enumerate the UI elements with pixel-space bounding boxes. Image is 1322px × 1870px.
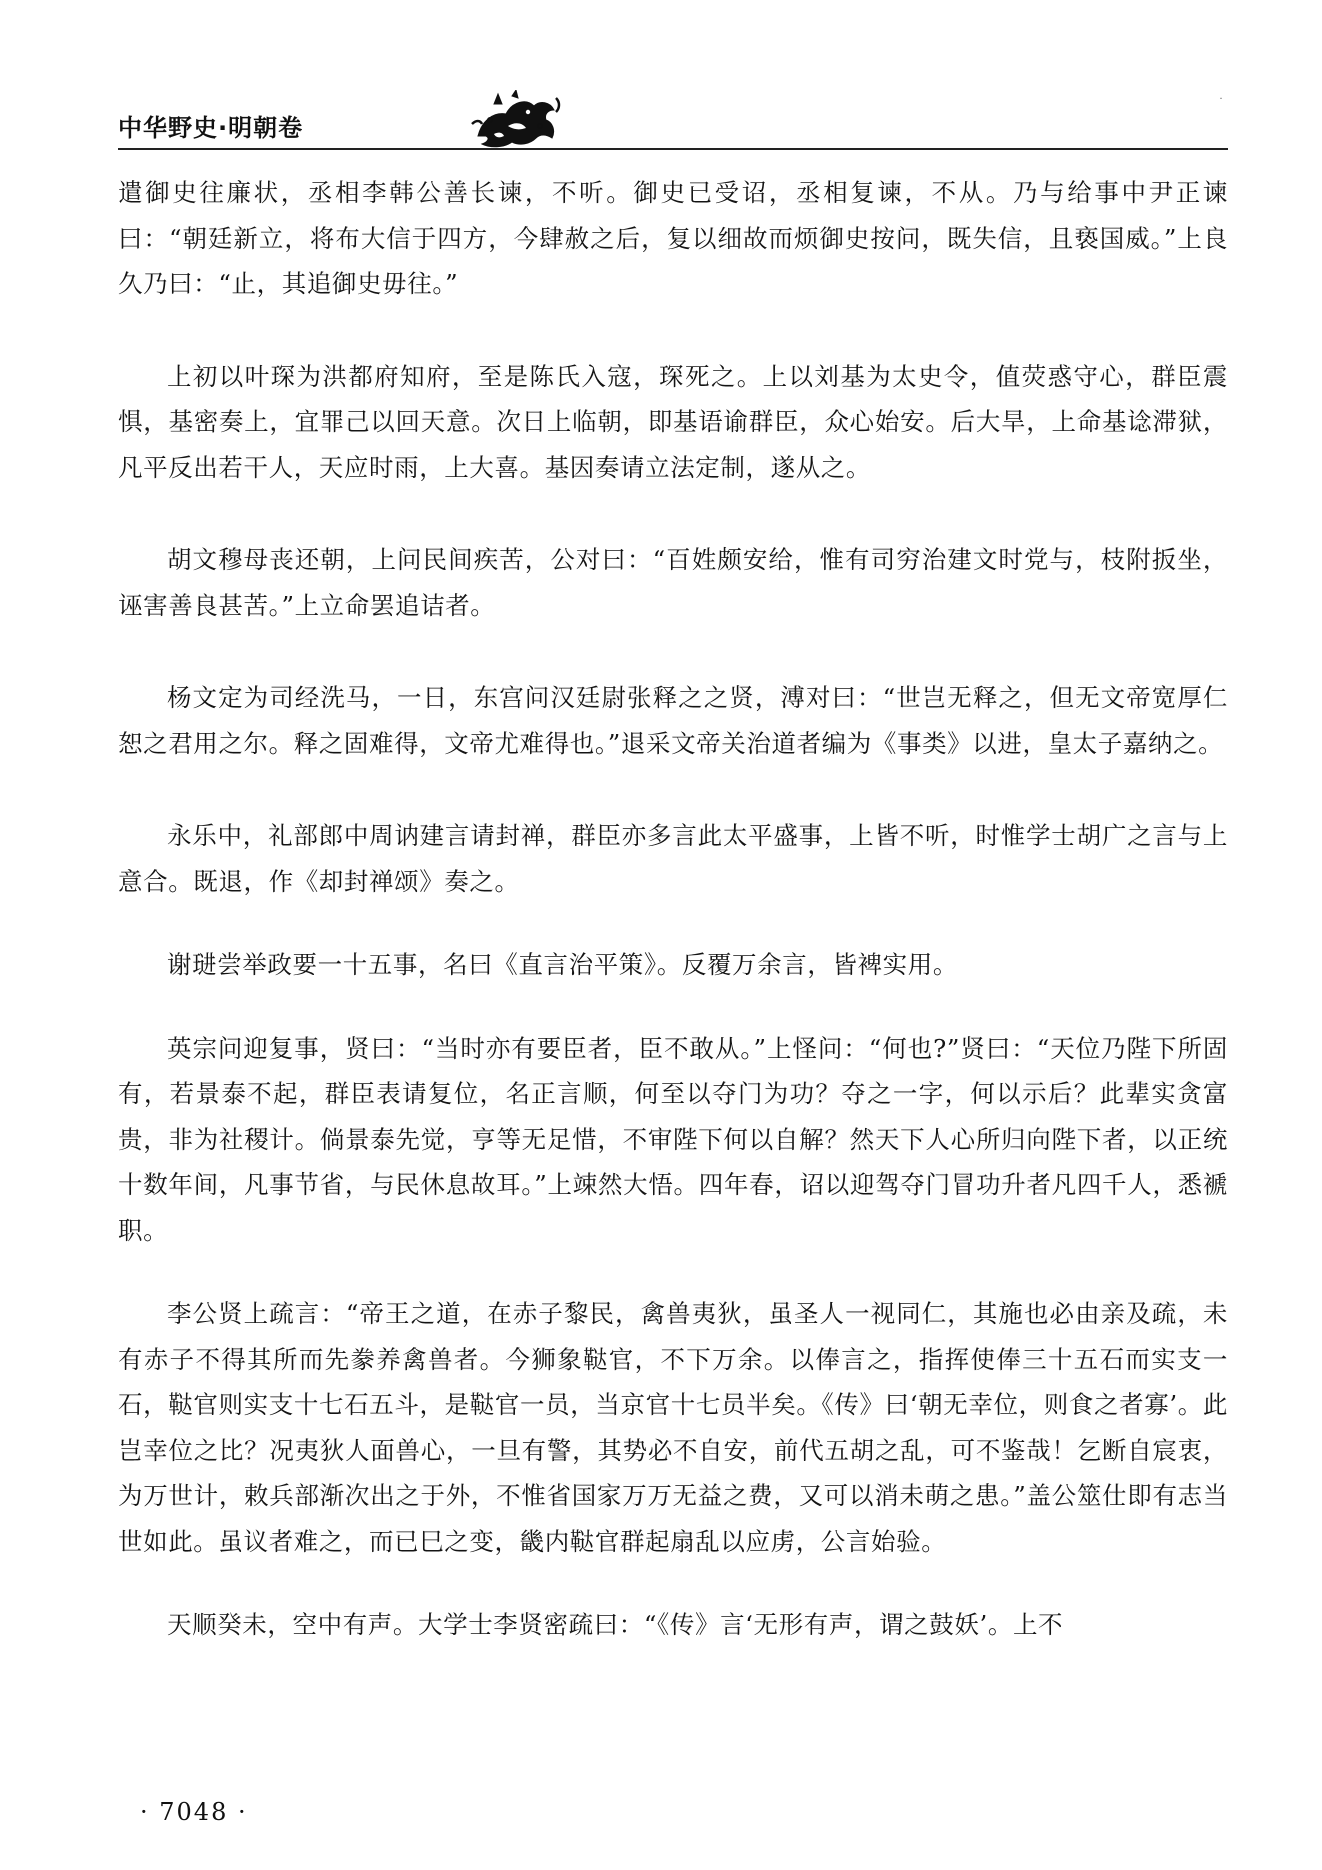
- dragon-emblem-icon: [468, 90, 564, 152]
- paragraph-gap: [118, 490, 1228, 537]
- scan-mark: ˙: [1218, 96, 1224, 110]
- body-text: [118, 170, 1228, 1648]
- paragraph: 上初以叶琛为洪都府知府，至是陈氏入寇，琛死之。上以刘基为太史令，值荧惑守心，群臣震惧，基密奏上，宜罪己以回天意。次日上临朝，即基语谕群臣，众心始安。后大旱，上命基谂滞狱，凡平反出若干人，天应时雨，上大喜。基因奏请立法定制，遂从之。: [118, 361, 1228, 482]
- page-number: · 7048 ·: [140, 1798, 248, 1826]
- paragraph-gap: [118, 766, 1228, 813]
- header-title: 中华野史·明朝卷: [118, 114, 304, 142]
- running-header: [118, 104, 1228, 150]
- paragraph: 英宗问迎复事，贤曰：“当时亦有要臣者，臣不敢从。”上怪问：“何也?”贤曰：“天位乃陛下所固有，若景泰不起，群臣表请复位，名正言顺，何至以夺门为功？夺之一字，何以示后？此辈实贪富贵，非为社稷计。倘景泰先觉，亨等无足惜，不审陛下何以自解？然天下人心所归向陛下者，以正统十数年间，凡事节省，与民休息故耳。”上竦然大悟。四年春，诏以迎驾夺门冒功升者凡四千人，悉褫职。: [118, 1033, 1228, 1245]
- paragraph: 遣御史往廉状，丞相李韩公善长谏，不听。御史已受诏，丞相复谏，不从。乃与给事中尹正谏曰：“朝廷新立，将布大信于四方，今肆赦之后，复以细故而烦御史按问，既失信，且亵国威。”上良久乃曰：“止，其追御史毋往。”: [118, 178, 1228, 298]
- paragraph: 谢琎尝举政要一十五事，名曰《直言治平策》。反覆万余言，皆裨实用。: [167, 950, 958, 979]
- paragraph: 天顺癸未，空中有声。大学士李贤密疏曰：“《传》言‘无形有声，谓之鼓妖’。上不: [167, 1610, 1064, 1639]
- paragraph-gap: [118, 1564, 1228, 1602]
- paragraph-gap: [118, 628, 1228, 675]
- paragraph: 永乐中，礼部郎中周讷建言请封禅，群臣亦多言此太平盛事，上皆不听，时惟学士胡广之言与上意合。既退，作《却封禅颂》奏之。: [118, 821, 1228, 896]
- header-rule: [118, 148, 1228, 150]
- paragraph-gap: [118, 307, 1228, 354]
- paragraph: 杨文定为司经洗马，一日，东宫问汉廷尉张释之之贤，溥对曰：“世岂无释之，但无文帝宽厚仁恕之君用之尔。释之固难得，文帝尤难得也。”退采文帝关治道者编为《事类》以进，皇太子嘉纳之。: [118, 683, 1228, 758]
- paragraph-gap: [118, 904, 1228, 942]
- paragraph-gap: [118, 988, 1228, 1026]
- paragraph: 李公贤上疏言：“帝王之道，在赤子黎民，禽兽夷狄，虽圣人一视同仁，其施也必由亲及疏，未有赤子不得其所而先豢养禽兽者。今狮象鞑官，不下万余。以俸言之，指挥使俸三十五石而实支一石，鞑官则实支十七石五斗，是鞑官一员，当京官十七员半矣。《传》曰‘朝无幸位，则食之者寡’。此岂幸位之比？况夷狄人面兽心，一旦有警，其势必不自安，前代五胡之乱，可不鉴哉！乞断自宸衷，为万世计，敕兵部渐次出之于外，不惟省国家万万无益之费，又可以消未萌之患。”盖公筮仕即有志当世如此。虽议者难之，而已巳之变，畿内鞑官群起扇乱以应虏，公言始验。: [118, 1299, 1228, 1556]
- paragraph: 胡文穆母丧还朝，上问民间疾苦，公对曰：“百姓颇安给，惟有司穷治建文时党与，枝附扳坐，诬害善良甚苦。”上立命罢追诘者。: [118, 545, 1228, 620]
- paragraph-gap: [118, 1253, 1228, 1291]
